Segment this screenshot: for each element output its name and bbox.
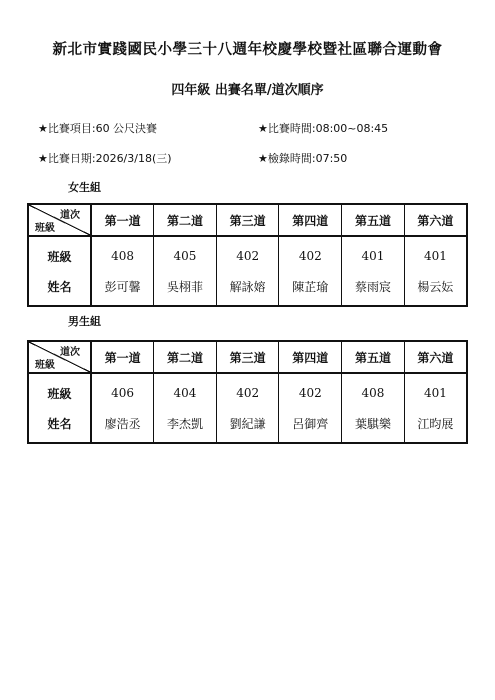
- class-cell: 408: [342, 373, 405, 408]
- name-cell: 葉騏樂: [342, 408, 405, 443]
- lane-header: 第二道: [154, 204, 217, 236]
- check-in-info: ★檢錄時間:07:50: [258, 152, 348, 165]
- lane-header: 第六道: [404, 204, 467, 236]
- time-info: ★比賽時間:08:00~08:45: [258, 122, 389, 135]
- name-cell: 吳栩菲: [154, 271, 217, 306]
- table-corner-cell: [28, 204, 91, 236]
- class-cell: 405: [154, 236, 217, 271]
- table-row: [28, 373, 467, 408]
- table-row: [28, 271, 467, 306]
- class-cell: 401: [404, 236, 467, 271]
- lane-table-girls: [27, 203, 468, 307]
- table-row: [28, 236, 467, 271]
- lane-header: 第二道: [154, 341, 217, 373]
- lane-header: 第四道: [279, 341, 342, 373]
- table-row: [28, 408, 467, 443]
- name-cell: 江昀展: [404, 408, 467, 443]
- class-cell: 402: [279, 236, 342, 271]
- date-info: ★比賽日期:2026/3/18(三): [38, 152, 172, 165]
- group-label-girls: 女生組: [68, 181, 101, 194]
- lane-header: 第五道: [342, 341, 405, 373]
- event-info: ★比賽項目:60 公尺決賽: [38, 122, 158, 135]
- class-cell: 408: [91, 236, 154, 271]
- class-cell: 406: [91, 373, 154, 408]
- lane-header: 第一道: [91, 341, 154, 373]
- name-cell: 楊云妘: [404, 271, 467, 306]
- table-corner-cell: [28, 341, 91, 373]
- class-cell: 404: [154, 373, 217, 408]
- class-cell: 402: [216, 373, 279, 408]
- corner-lane-label: 道次: [60, 347, 80, 358]
- lane-header: 第五道: [342, 204, 405, 236]
- lane-header-row: [28, 341, 467, 373]
- row-label-class: 班級: [28, 373, 91, 408]
- lane-header-row: [28, 204, 467, 236]
- lane-header: 第四道: [279, 204, 342, 236]
- lane-header: 第三道: [216, 341, 279, 373]
- row-label-name: 姓名: [28, 408, 91, 443]
- class-cell: 402: [279, 373, 342, 408]
- class-cell: 401: [404, 373, 467, 408]
- row-label-name: 姓名: [28, 271, 91, 306]
- name-cell: 李杰凱: [154, 408, 217, 443]
- name-cell: 劉紀謙: [216, 408, 279, 443]
- corner-lane-label: 道次: [60, 210, 80, 221]
- lane-header: 第六道: [404, 341, 467, 373]
- name-cell: 呂御齊: [279, 408, 342, 443]
- page-subtitle: 四年級 出賽名單/道次順序: [171, 83, 324, 98]
- name-cell: 彭可馨: [91, 271, 154, 306]
- row-label-class: 班級: [28, 236, 91, 271]
- lane-table-boys: [27, 340, 468, 444]
- name-cell: 廖浩丞: [91, 408, 154, 443]
- group-label-boys: 男生組: [68, 315, 101, 328]
- page-title: 新北市實踐國民小學三十八週年校慶學校暨社區聯合運動會: [52, 42, 443, 58]
- class-cell: 401: [342, 236, 405, 271]
- lane-header: 第一道: [91, 204, 154, 236]
- corner-class-label: 班級: [35, 223, 55, 234]
- lane-header: 第三道: [216, 204, 279, 236]
- name-cell: 蔡雨宸: [342, 271, 405, 306]
- corner-class-label: 班級: [35, 360, 55, 371]
- name-cell: 陳芷瑜: [279, 271, 342, 306]
- class-cell: 402: [216, 236, 279, 271]
- name-cell: 解詠嫆: [216, 271, 279, 306]
